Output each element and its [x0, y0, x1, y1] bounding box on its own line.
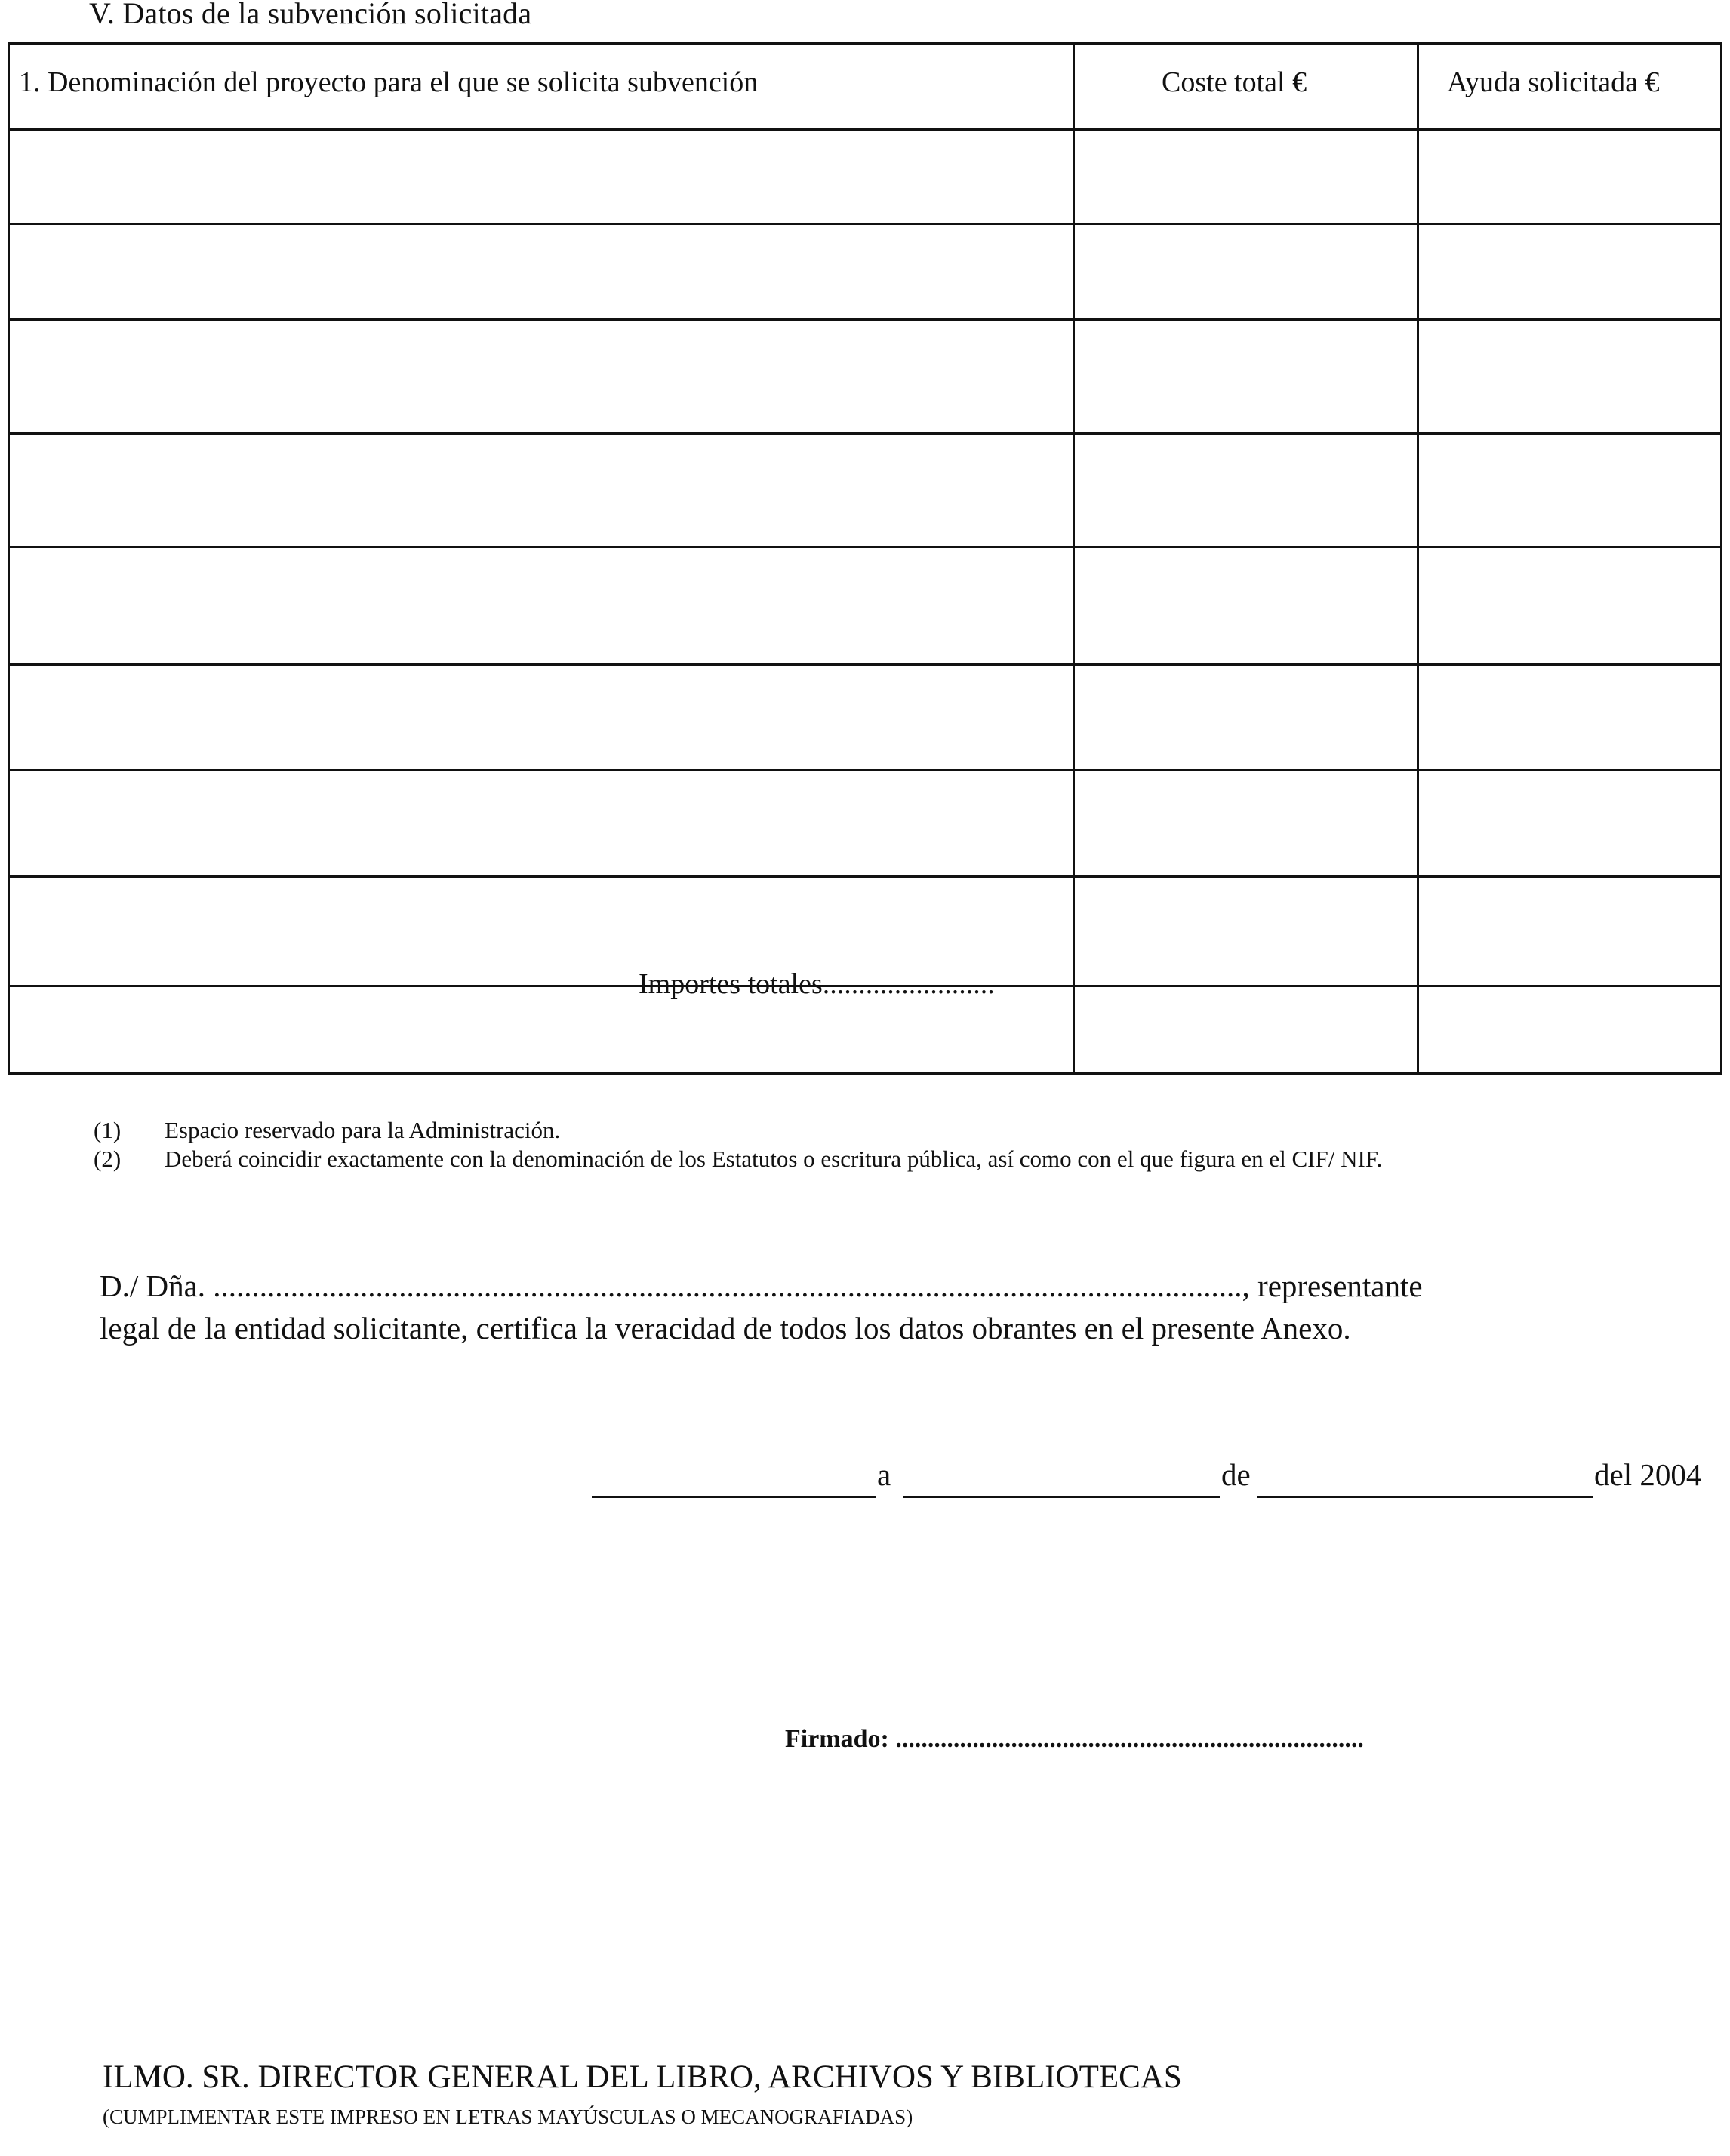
denominacion-cell-6[interactable]	[10, 666, 1073, 769]
coste-cell-2[interactable]	[1075, 225, 1417, 318]
section-title: V. Datos de la subvención solicitada	[89, 0, 532, 30]
ayuda-cell-7[interactable]	[1419, 771, 1721, 875]
date-de-label: de	[1221, 1457, 1251, 1492]
denominacion-cell-7[interactable]	[10, 771, 1073, 875]
totals-label: Importes totales........................	[639, 968, 995, 1000]
footnote-text: Deberá coincidir exactamente con la denominación de los Estatutos o escritura pública, así como con el que figura en el CIF/ NIF.	[165, 1146, 1383, 1172]
coste-cell-4[interactable]	[1075, 435, 1417, 546]
ayuda-cell-4[interactable]	[1419, 435, 1721, 546]
place-blank[interactable]	[592, 1496, 876, 1498]
ayuda-cell-2[interactable]	[1419, 225, 1721, 318]
denominacion-cell-3[interactable]	[10, 321, 1073, 432]
date-year-label: del 2004	[1594, 1457, 1702, 1492]
ayuda-cell-8[interactable]	[1419, 878, 1721, 985]
coste-cell-3[interactable]	[1075, 321, 1417, 432]
footnote-1	[94, 1117, 560, 1144]
denominacion-cell-2[interactable]	[10, 225, 1073, 318]
denominacion-cell-1[interactable]	[10, 131, 1073, 223]
denominacion-cell-4[interactable]	[10, 435, 1073, 546]
addressee: ILMO. SR. DIRECTOR GENERAL DEL LIBRO, ARCHIVOS Y BIBLIOTECAS	[103, 2059, 1182, 2095]
coste-cell-7[interactable]	[1075, 771, 1417, 875]
ayuda-cell-6[interactable]	[1419, 666, 1721, 769]
certification-line-2: legal de la entidad solicitante, certifica la veracidad de todos los datos obrantes en el presente Anexo.	[100, 1311, 1351, 1346]
month-blank[interactable]	[1257, 1496, 1593, 1498]
ayuda-cell-5[interactable]	[1419, 548, 1721, 663]
header-denominacion: 1. Denominación del proyecto para el que se solicita subvención	[19, 66, 759, 98]
certification-line-1: D./ Dña. ....................................................................................................................................., representante	[100, 1269, 1423, 1303]
ayuda-total-cell[interactable]	[1419, 987, 1721, 1072]
footnote-number: (2)	[94, 1146, 122, 1172]
ayuda-cell-1[interactable]	[1419, 131, 1721, 223]
signature-line[interactable]: Firmado: .........................................................................	[785, 1725, 1364, 1753]
footnote-2	[94, 1146, 1382, 1173]
day-blank[interactable]	[903, 1496, 1220, 1498]
subsidy-table	[8, 42, 1722, 1075]
footnote-text: Espacio reservado para la Administración.	[165, 1117, 561, 1143]
coste-cell-5[interactable]	[1075, 548, 1417, 663]
header-coste-total: Coste total €	[1162, 66, 1307, 98]
coste-cell-8[interactable]	[1075, 878, 1417, 985]
denominacion-cell-5[interactable]	[10, 548, 1073, 663]
coste-total-cell[interactable]	[1075, 987, 1417, 1072]
footnote-number: (1)	[94, 1117, 122, 1143]
fill-instruction: (CUMPLIMENTAR ESTE IMPRESO EN LETRAS MAYÚSCULAS O MECANOGRAFIADAS)	[103, 2105, 913, 2128]
header-ayuda-solicitada: Ayuda solicitada €	[1447, 66, 1660, 98]
date-a-label: a	[877, 1457, 891, 1492]
coste-cell-1[interactable]	[1075, 131, 1417, 223]
coste-cell-6[interactable]	[1075, 666, 1417, 769]
ayuda-cell-3[interactable]	[1419, 321, 1721, 432]
